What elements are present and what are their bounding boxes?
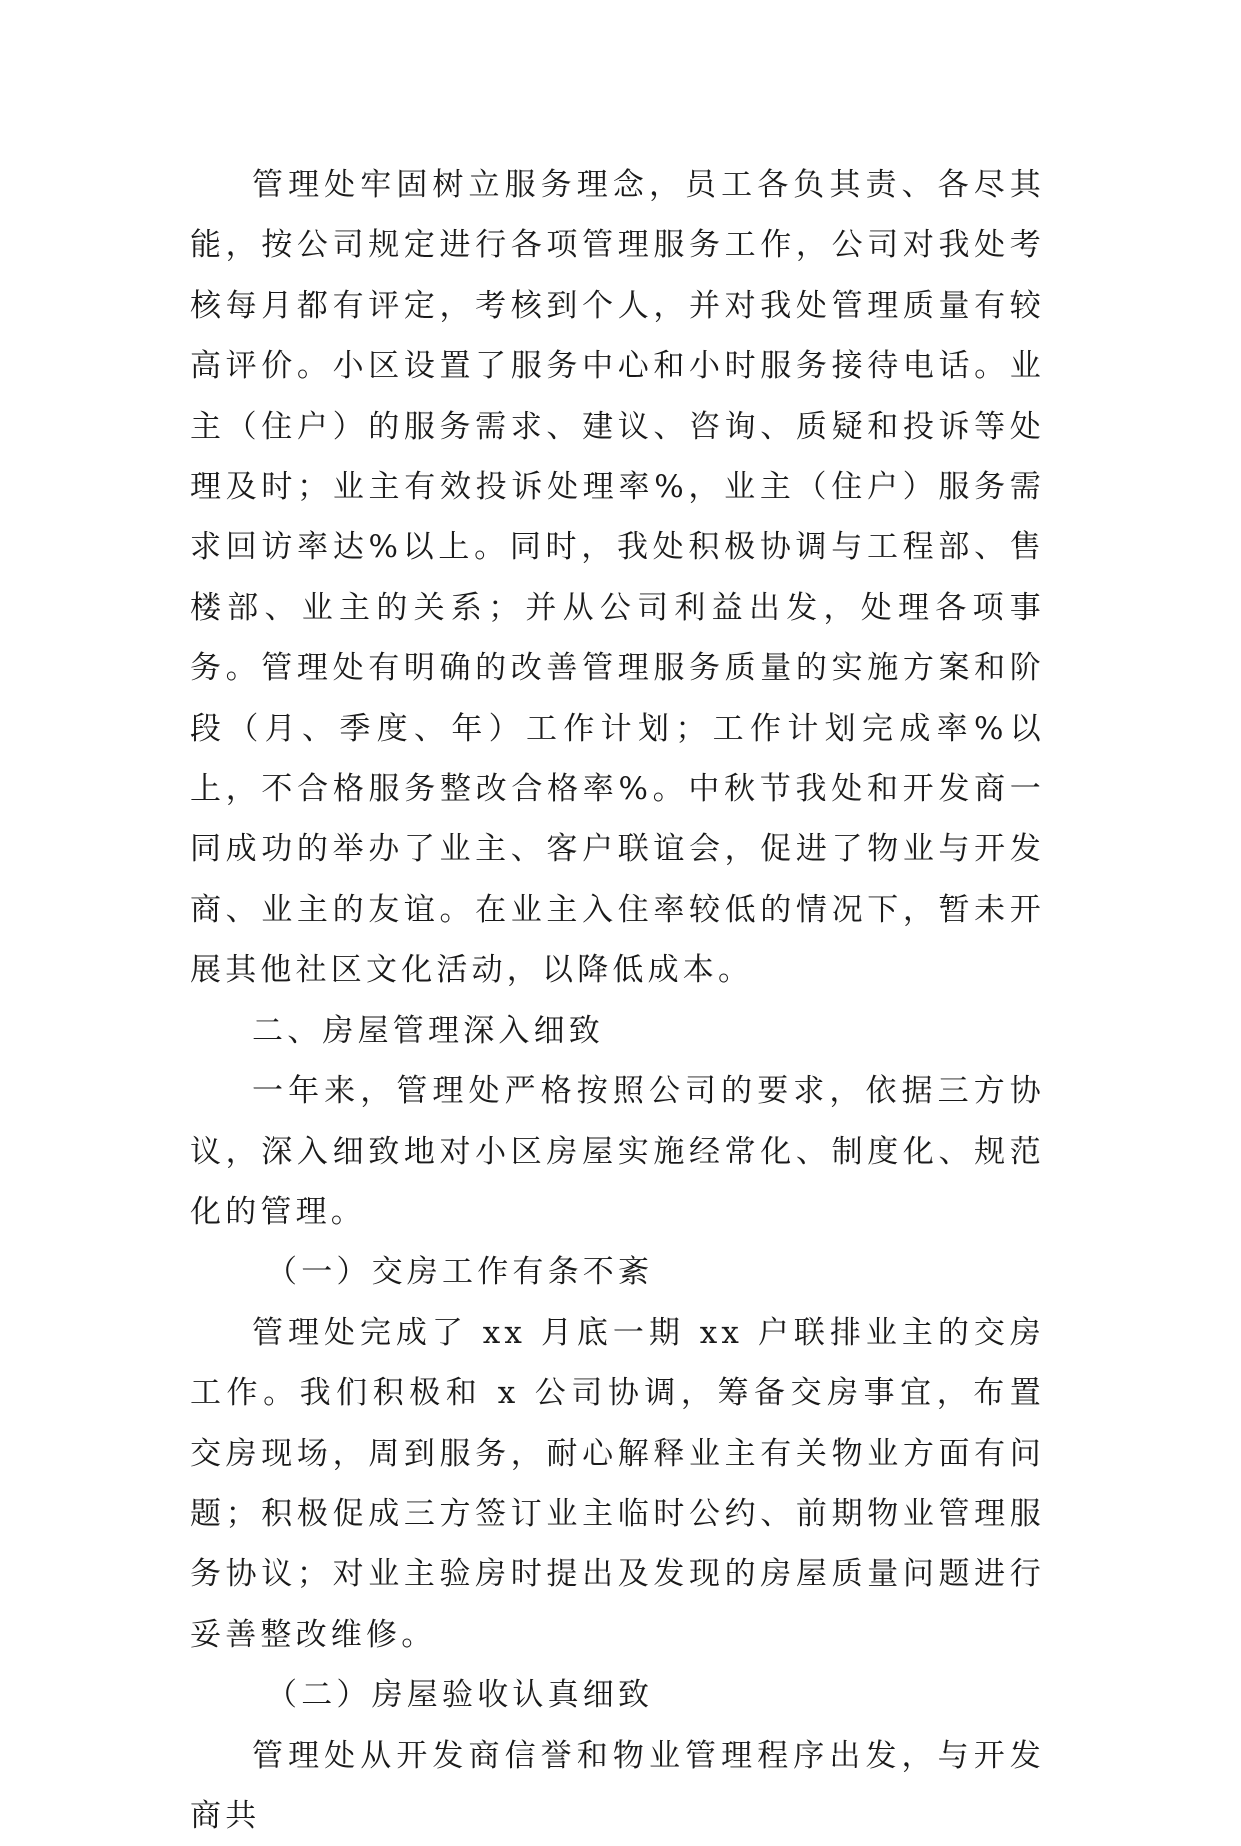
section-heading-housing-management: 二、房屋管理深入细致 <box>252 1012 604 1049</box>
document-body <box>190 155 1045 1846</box>
paragraph-service-summary: 管理处牢固树立服务理念，员工各负其责、各尽其能，按公司规定进行各项管理服务工作，公司对我处考核每月都有评定，考核到个人，并对我处管理质量有较高评价。小区设置了服务中心和小时服务接待电话。业主（住户）的服务需求、建议、咨询、质疑和投诉等处理及时；业主有效投诉处理率%，业主（住户）服务需求回访率达%以上。同时，我处积极协调与工程部、售楼部、业主的关系；并从公司利益出发，处理各项事务。管理处有明确的改善管理服务质量的实施方案和阶段（月、季度、年）工作计划；工作计划完成率%以上，不合格服务整改合格率%。中秋节我处和开发商一同成功的举办了业主、客户联谊会，促进了物业与开发商、业主的友谊。在业主入住率较低的情况下，暂未开展其他社区文化活动，以降低成本。 <box>190 167 1045 989</box>
paragraph-acceptance: 管理处从开发商信誉和物业管理程序出发，与开发商共 <box>190 1737 1045 1834</box>
subheading-handover: （一）交房工作有条不紊 <box>266 1254 654 1291</box>
paragraph-handover: 管理处完成了 xx 月底一期 xx 户联排业主的交房工作。我们积极和 x 公司协调，筹备交房事宜，布置交房现场，周到服务，耐心解释业主有关物业方面有问题；积极促成三方签订业主临时公约、前期物业管理服务协议；对业主验房时提出及发现的房屋质量问题进行妥善整改维修。 <box>190 1314 1045 1653</box>
paragraph-housing-management: 一年来，管理处严格按照公司的要求，依据三方协议，深入细致地对小区房屋实施经常化、制度化、规范化的管理。 <box>190 1073 1045 1230</box>
subheading-acceptance: （二）房屋验收认真细致 <box>266 1677 654 1714</box>
